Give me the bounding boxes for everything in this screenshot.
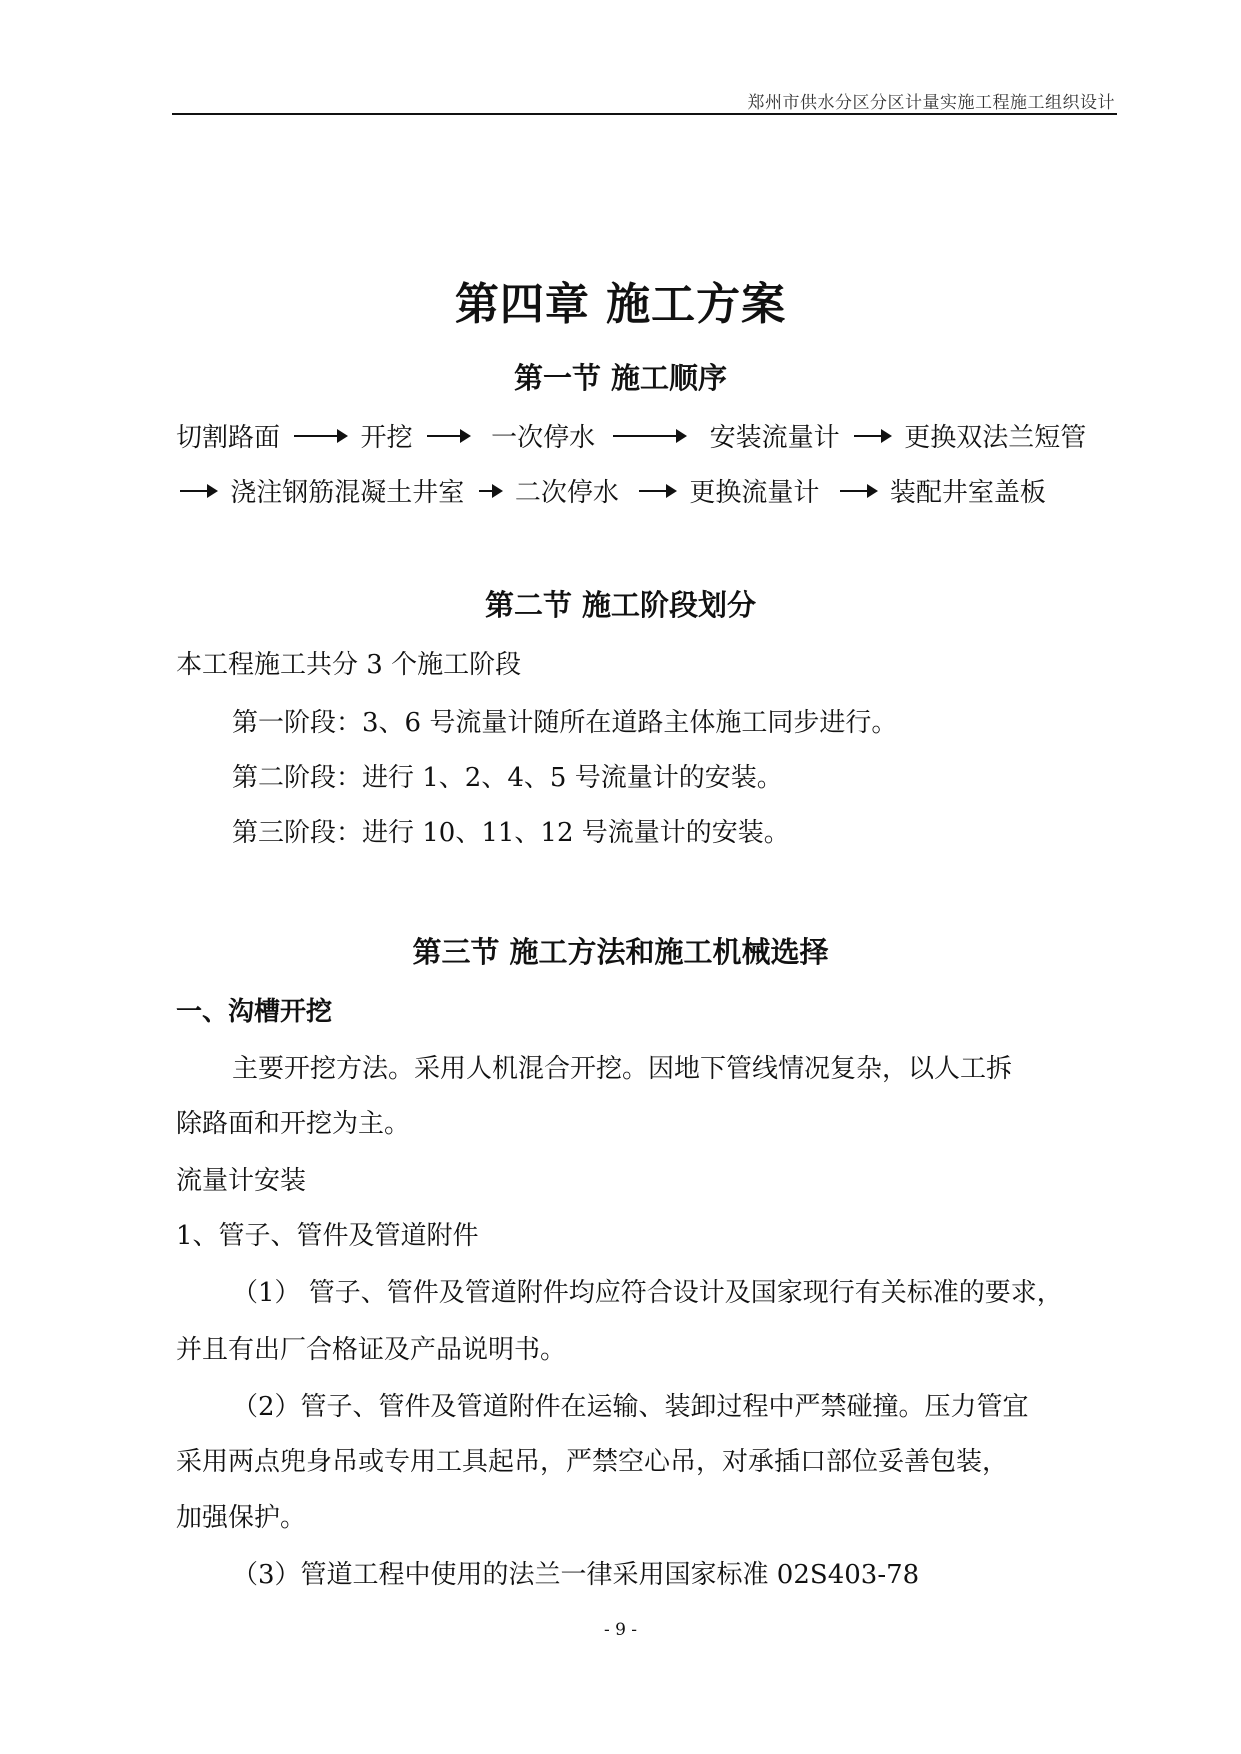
section1-title: 第一节 施工顺序 xyxy=(513,361,728,395)
paragraph-line: 主要开挖方法。采用人机混合开挖。因地下管线情况复杂，以人工拆 xyxy=(232,1054,1013,1084)
stage-item: 第二阶段：进行 1、2、4、5 号流量计的安装。 xyxy=(232,763,783,793)
section2-title: 第二节 施工阶段划分 xyxy=(484,588,757,622)
flow-step: 浇注钢筋混凝土井室 xyxy=(230,478,465,508)
paragraph-line: 采用两点兜身吊或专用工具起吊，严禁空心吊，对承插口部位妥善包装， xyxy=(176,1447,1009,1477)
paragraph-line: 加强保护。 xyxy=(176,1503,307,1533)
flow-step: 装配井室盖板 xyxy=(889,478,1046,508)
arrow-icon xyxy=(180,490,216,492)
flow-step: 更换双法兰短管 xyxy=(904,423,1087,453)
section2-intro: 本工程施工共分 3 个施工阶段 xyxy=(176,650,522,680)
sub-heading: 流量计安装 xyxy=(176,1166,307,1196)
flow-row-1 xyxy=(176,417,1086,454)
arrow-icon xyxy=(840,490,876,492)
paragraph-line: （1） 管子、管件及管道附件均应符合设计及国家现行有关标准的要求， xyxy=(232,1278,1063,1308)
stage-item: 第一阶段：3、6 号流量计随所在道路主体施工同步进行。 xyxy=(232,708,898,738)
flow-step: 一次停水 xyxy=(491,423,596,453)
paragraph-line: （2）管子、管件及管道附件在运输、装卸过程中严禁碰撞。压力管宜 xyxy=(232,1392,1029,1422)
arrow-icon xyxy=(479,490,501,492)
paragraph-line: 并且有出厂合格证及产品说明书。 xyxy=(176,1335,567,1365)
chapter-title: 第四章 施工方案 xyxy=(454,279,787,330)
stage-item: 第三阶段：进行 10、11、12 号流量计的安装。 xyxy=(232,818,790,848)
list-item: 1、管子、管件及管道附件 xyxy=(176,1221,479,1251)
arrow-icon xyxy=(639,490,675,492)
flow-step: 二次停水 xyxy=(514,478,619,508)
paragraph-line: （3）管道工程中使用的法兰一律采用国家标准 02S403-78 xyxy=(232,1560,920,1590)
flow-step: 切割路面 xyxy=(176,423,281,453)
arrow-icon xyxy=(294,435,346,437)
header-rule xyxy=(172,113,1117,115)
paragraph-line: 除路面和开挖为主。 xyxy=(176,1109,411,1139)
flow-step: 开挖 xyxy=(360,423,413,453)
arrow-icon xyxy=(613,435,685,437)
running-header: 郑州市供水分区分区计量实施工程施工组织设计 xyxy=(747,93,1115,113)
flow-row-2 xyxy=(180,472,1046,509)
subsection-heading: 一、沟槽开挖 xyxy=(176,997,333,1027)
flow-step: 更换流量计 xyxy=(689,478,820,508)
arrow-icon xyxy=(854,435,890,437)
page-number: - 9 - xyxy=(603,1620,638,1640)
arrow-icon xyxy=(427,435,469,437)
section3-title: 第三节 施工方法和施工机械选择 xyxy=(412,935,829,969)
flow-step: 安装流量计 xyxy=(709,423,840,453)
